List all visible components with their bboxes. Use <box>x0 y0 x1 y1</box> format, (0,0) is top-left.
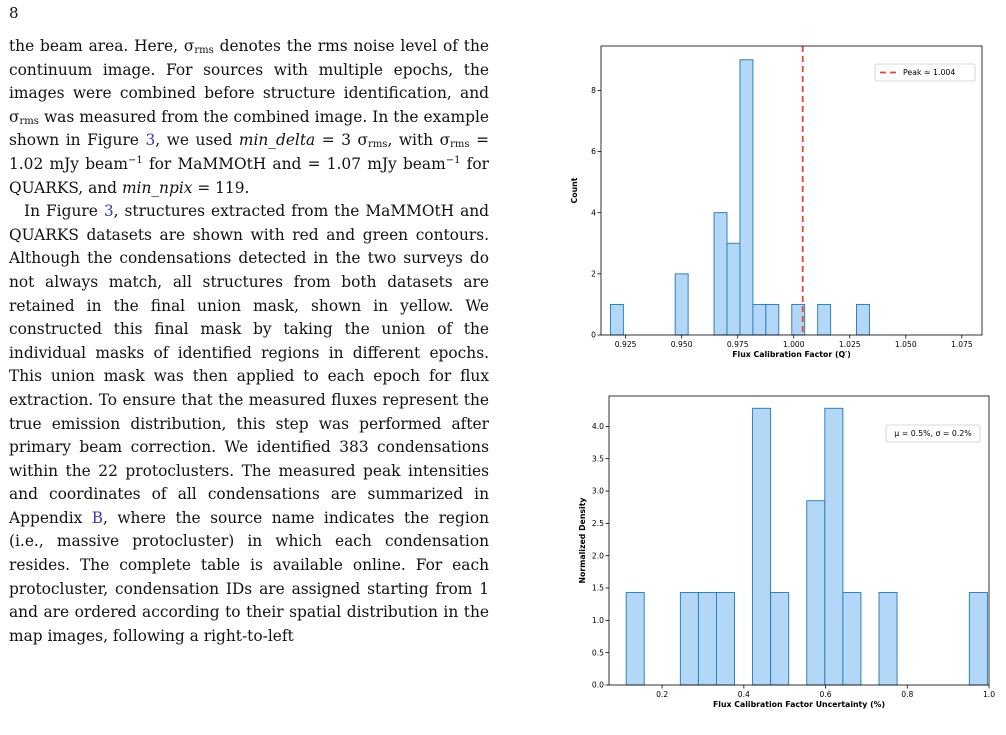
italic-text: min_npix <box>121 178 193 197</box>
x-tick-label: 1.025 <box>838 340 861 349</box>
histogram-bar <box>969 593 987 685</box>
text-run: for QUARKS, and <box>9 154 489 197</box>
legend-label: Peak ≈ 1.004 <box>903 68 956 78</box>
x-tick-label: 0.925 <box>614 340 637 349</box>
histogram-bar <box>879 593 897 685</box>
text-run: , we used <box>155 131 239 150</box>
histogram-bar <box>698 593 716 685</box>
plot-frame <box>601 46 982 335</box>
y-tick-label: 0.5 <box>591 648 604 658</box>
histogram-bar <box>675 274 688 335</box>
subscript-text: rms <box>194 45 214 56</box>
histogram-bar <box>818 304 831 335</box>
superscript-text: −1 <box>127 154 143 166</box>
legend-label: μ = 0.5%, σ = 0.2% <box>894 429 972 439</box>
text-run: , where the source name indicates the region (i.e., massive protocluster) in which each condensation resides. The complete table is available online. For each protocluster, condensation IDs are assigned starting from 1 and are ordered according to their spatial distribution in the map images, following a right-to-left <box>9 508 489 645</box>
y-tick-label: 4.0 <box>591 421 604 431</box>
subscript-text: rms <box>19 115 39 127</box>
text-run: = 1.02 mJy beam <box>9 131 489 173</box>
text-run: was measured from the combined image. In the example shown in Figure <box>9 107 489 150</box>
x-tick-label: 1.0 <box>982 690 996 699</box>
text-run: denotes the rms noise level of the continuum image. For sources with multiple epochs, the images were combined before structure identification, and σ <box>9 37 489 126</box>
histogram-bar <box>771 593 789 685</box>
x-tick-label: 0.4 <box>737 690 750 699</box>
histogram-bar <box>753 408 771 685</box>
cross-reference-link[interactable]: 3 <box>145 131 156 150</box>
histogram-bar <box>825 408 843 685</box>
histogram-bar <box>610 304 623 335</box>
y-tick-label: 6 <box>591 147 596 157</box>
text-run: for MaMMOtH and = 1.07 mJy beam <box>142 154 446 173</box>
histogram-bar <box>680 593 698 685</box>
y-tick-label: 3.5 <box>591 454 604 464</box>
histogram-bar <box>727 243 740 335</box>
paragraph <box>9 35 489 200</box>
text-run: = 3 σ <box>315 131 369 150</box>
cross-reference-link[interactable]: 3 <box>103 202 114 221</box>
y-tick-label: 1.5 <box>591 583 604 593</box>
x-tick-label: 0.975 <box>726 340 749 349</box>
y-axis-label: Count <box>570 177 579 204</box>
cross-reference-link[interactable]: B <box>91 508 104 527</box>
text-run: the beam area. Here, σ <box>9 37 195 55</box>
italic-text: min_delta <box>238 131 316 150</box>
paragraph <box>9 200 489 648</box>
y-tick-label: 1.0 <box>591 615 604 625</box>
x-tick-label: 0.2 <box>656 690 669 699</box>
text-run: , structures extracted from the MaMMOtH and QUARKS datasets are shown with red and green contours. Although the condensations detected in the two surveys do not always match, all structures from both datasets are retained in the final union mask, shown in yellow. We constructed this final mask by taking the union of the individual masks of identified regions in different epochs. This union mask was then applied to each epoch for flux extraction. To ensure that the measured fluxes represent the true emission distribution, this step was performed after primary beam correction. We identified 383 condensations within the 22 protoclusters. The measured peak intensities and coordinates of all condensations are summarized in Appendix <box>9 202 490 527</box>
histogram-bar <box>740 60 753 335</box>
x-tick-label: 0.6 <box>819 690 832 699</box>
histogram-bar <box>753 304 766 335</box>
histogram-bar <box>843 593 861 685</box>
x-tick-label: 0.950 <box>670 340 693 349</box>
subscript-text: rms <box>368 139 388 151</box>
text-run: = 119. <box>192 178 250 197</box>
page-number: 8 <box>9 4 19 22</box>
subscript-text: rms <box>450 139 470 151</box>
x-axis-label: Flux Calibration Factor (Q′) <box>732 350 851 359</box>
text-run: In Figure <box>24 202 104 221</box>
y-tick-label: 2 <box>591 269 596 279</box>
histogram-bar <box>626 593 644 685</box>
histogram-bar <box>807 501 825 685</box>
flux-calibration-histogram <box>566 40 996 370</box>
histogram-bar <box>857 304 870 335</box>
x-tick-label: 1.000 <box>782 340 805 349</box>
y-axis-label: Normalized Density <box>578 497 587 584</box>
y-tick-label: 2.5 <box>591 518 604 528</box>
histogram-bar <box>766 304 779 335</box>
y-tick-label: 0 <box>591 330 596 340</box>
x-axis-label: Flux Calibration Factor Uncertainty (%) <box>712 700 886 709</box>
flux-uncertainty-histogram <box>566 388 996 718</box>
y-tick-label: 2.0 <box>591 551 604 561</box>
x-tick-label: 1.050 <box>894 340 917 349</box>
y-tick-label: 8 <box>591 85 596 95</box>
histogram-bar <box>714 213 727 335</box>
y-tick-label: 4 <box>591 208 596 218</box>
x-tick-label: 1.075 <box>950 340 973 349</box>
histogram-bar <box>716 593 734 685</box>
body-text-column <box>9 35 489 648</box>
x-tick-label: 0.8 <box>901 690 914 699</box>
y-tick-label: 0.0 <box>591 680 604 690</box>
y-tick-label: 3.0 <box>591 486 604 496</box>
text-run: , with σ <box>387 131 451 150</box>
superscript-text: −1 <box>445 154 461 166</box>
